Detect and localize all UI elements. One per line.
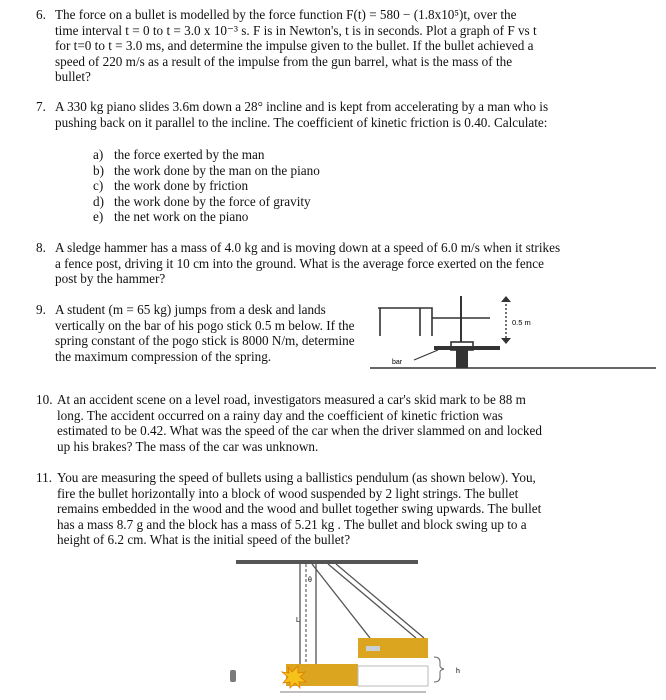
question-7-parts <box>93 147 320 225</box>
question-text-line: spring constant of the pogo stick is 8000 N/m, determine <box>55 333 355 349</box>
pogo-foot <box>456 350 468 368</box>
question-text-line: speed of 220 m/s as a result of the impulse from the gun barrel, what is the mass of the <box>55 53 513 69</box>
bar-pointer <box>414 350 438 360</box>
question-number: 9. <box>36 302 46 317</box>
question-text-line: up his brakes? The mass of the car was unknown. <box>57 438 319 454</box>
question-number: 10. <box>36 392 53 407</box>
arrow-head-down <box>501 338 511 344</box>
bullet <box>230 670 236 682</box>
question-6 <box>36 7 636 87</box>
swung-string <box>336 564 424 638</box>
question-text-line: a fence post, driving it 10 cm into the ground. What is the average force exerted on the fence <box>55 255 544 271</box>
theta-label: θ <box>308 577 312 584</box>
height-h-label: h <box>456 668 460 675</box>
displaced-outline <box>358 666 428 686</box>
list-item: b) the work done by the man on the piano <box>93 162 320 178</box>
question-number: 7. <box>36 99 46 114</box>
question-8 <box>36 240 636 290</box>
list-item: e) the net work on the piano <box>93 209 249 225</box>
question-7 <box>36 99 636 133</box>
question-text-line: long. The accident occurred on a rainy day and the coefficient of kinetic friction was <box>57 407 503 423</box>
question-number: 11. <box>36 470 52 485</box>
question-text-line: You are measuring the speed of bullets using a ballistics pendulum (as shown below). You, <box>57 470 536 485</box>
question-text-line: post by the hammer? <box>55 271 166 287</box>
question-text-line: A student (m = 65 kg) jumps from a desk and lands <box>55 302 326 317</box>
question-11 <box>36 470 636 550</box>
question-number: 6. <box>36 7 46 22</box>
ballistic-pendulum-figure <box>220 556 480 700</box>
question-text-line: bullet? <box>55 69 91 85</box>
block-highlight <box>366 646 380 651</box>
arrow-head-up <box>501 296 511 302</box>
question-text-line: estimated to be 0.42. What was the speed of the car when the driver slammed on and locked <box>57 423 542 439</box>
question-text-line: has a mass 8.7 g and the block has a mass of 5.21 kg . The bullet and block swing up to a <box>57 516 527 532</box>
list-item: d) the work done by the force of gravity <box>93 193 311 209</box>
ceiling-support <box>236 560 418 564</box>
desk <box>378 308 432 336</box>
height-brace <box>434 657 444 682</box>
list-item: a) the force exerted by the man <box>93 147 265 162</box>
pogo-bar <box>434 346 500 350</box>
question-text-line: fire the bullet horizontally into a block of wood suspended by 2 light strings. The bullet <box>57 485 519 501</box>
pogo-stick-figure <box>370 290 656 376</box>
question-text-line: The force on a bullet is modelled by the force function F(t) = 580 − (1.8x10⁵)t, over the <box>55 7 517 22</box>
question-number: 8. <box>36 240 46 255</box>
question-text-line: At an accident scene on a level road, investigators measured a car's skid mark to be 88 m <box>57 392 526 407</box>
height-label: 0.5 m <box>512 318 531 327</box>
question-text-line: vertically on the bar of his pogo stick 0.5 m below. If the <box>55 317 355 333</box>
question-text-line: time interval t = 0 to t = 3.0 x 10⁻³ s. F is in Newton's, t is in seconds. Plot a graph of F vs t <box>55 22 537 38</box>
question-text-line: the maximum compression of the spring. <box>55 348 272 364</box>
question-10 <box>36 392 636 456</box>
bar-label: bar <box>392 359 403 366</box>
length-label: L <box>296 617 300 624</box>
list-item: c) the work done by friction <box>93 178 249 194</box>
question-text-line: pushing back on it parallel to the incline. The coefficient of kinetic friction is 0.40. Calculate: <box>55 114 548 130</box>
question-text-line: A sledge hammer has a mass of 4.0 kg and is moving down at a speed of 6.0 m/s when it strikes <box>55 240 561 255</box>
question-text-line: for t=0 to t = 3.0 ms, and determine the impulse given to the bullet. If the bullet achieved a <box>55 38 534 54</box>
question-9 <box>36 302 376 366</box>
question-text-line: A 330 kg piano slides 3.6m down a 28° incline and is kept from accelerating by a man who is <box>55 99 549 114</box>
question-text-line: remains embedded in the wood and the wood and bullet together swing upwards. The bullet <box>57 501 542 517</box>
question-text-line: height of 6.2 cm. What is the initial speed of the bullet? <box>57 532 351 548</box>
